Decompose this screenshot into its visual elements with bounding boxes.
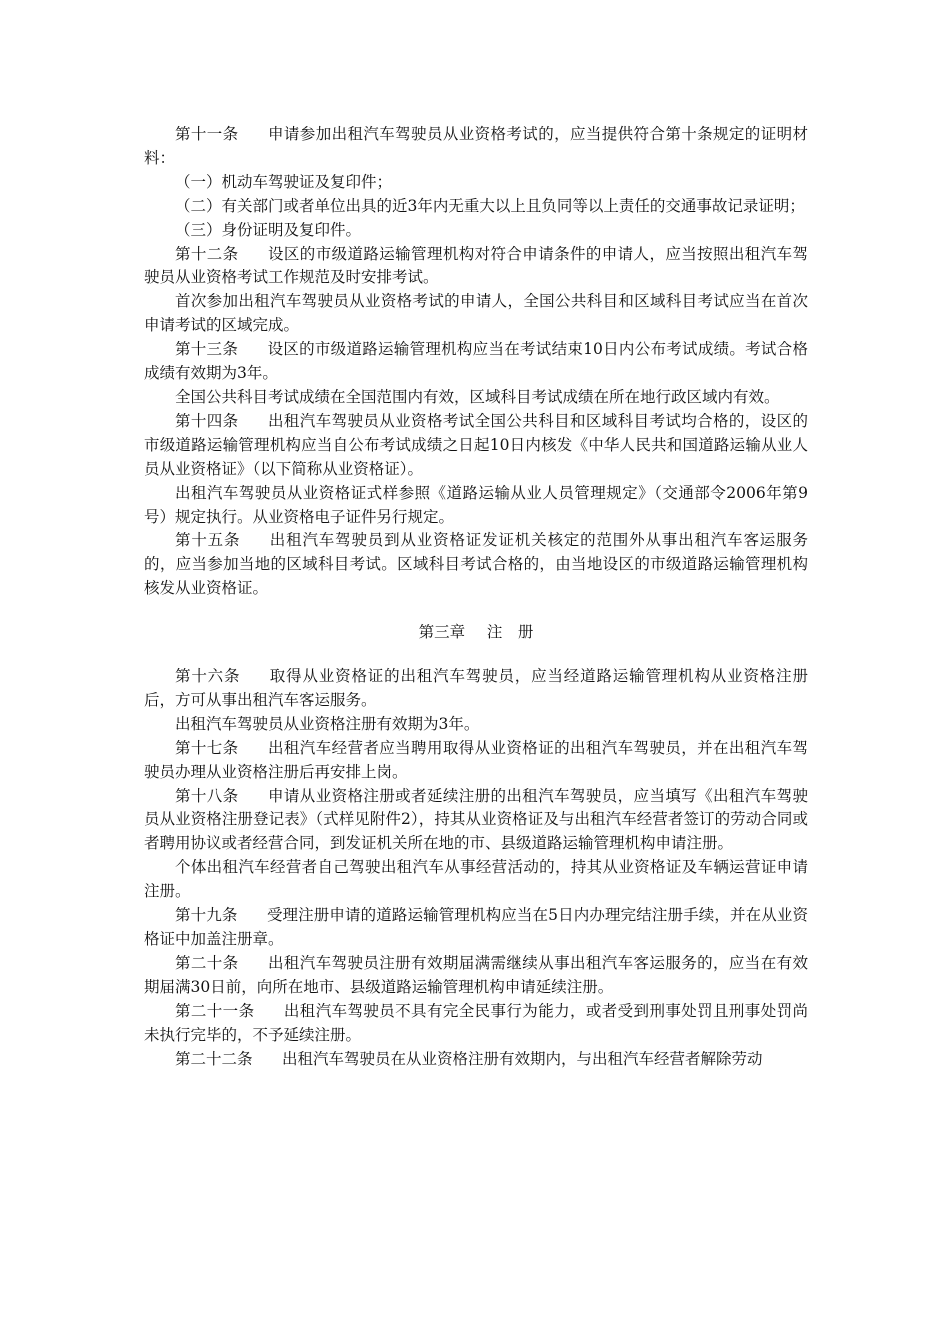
paragraph-text: 出租汽车驾驶员从业资格考试全国公共科目和区域科目考试均合格的，设区的市级道路运输管理机构应当自公布考试成绩之日起10日内核发《中华人民共和国道路运输从业人员从业资格证》（以下简称从业资格证）。 bbox=[144, 411, 808, 478]
paragraph-text: 设区的市级道路运输管理机构对符合申请条件的申请人，应当按照出租汽车驾驶员从业资格考试工作规范及时安排考试。 bbox=[144, 244, 808, 287]
list-item bbox=[144, 171, 808, 195]
article-number: 第二十条 bbox=[175, 953, 239, 972]
item-text: （三）身份证明及复印件。 bbox=[175, 220, 362, 239]
article-number: 第十一条 bbox=[175, 125, 239, 143]
paragraph-text: 申请从业资格注册或者延续注册的出租汽车驾驶员，应当填写《出租汽车驾驶员从业资格注册登记表》（式样见附件2），持其从业资格证及与出租汽车经营者签订的劳动合同或者聘用协议或者经营合同，到发证机关所在地的市、县级道路运输管理机构申请注册。 bbox=[144, 786, 808, 853]
paragraph bbox=[144, 856, 808, 904]
paragraph-text: 受理注册申请的道路运输管理机构应当在5日内办理完结注册手续，并在从业资格证中加盖注册章。 bbox=[144, 906, 808, 948]
article-number: 第十四条 bbox=[175, 411, 239, 430]
chapter-heading bbox=[144, 621, 808, 645]
paragraph-text: 申请参加出租汽车驾驶员从业资格考试的，应当提供符合第十条规定的证明材料： bbox=[144, 125, 808, 167]
section-chapter-3 bbox=[144, 665, 808, 1071]
article-paragraph bbox=[144, 665, 808, 713]
article-paragraph bbox=[144, 410, 808, 482]
article-number: 第十九条 bbox=[175, 906, 238, 925]
item-text: （一）机动车驾驶证及复印件； bbox=[175, 172, 393, 191]
paragraph bbox=[144, 290, 808, 338]
article-paragraph bbox=[144, 785, 808, 857]
item-text: （二）有关部门或者单位出具的近3年内无重大以上且负同等以上责任的交通事故记录证明； bbox=[175, 196, 805, 215]
article-number: 第十六条 bbox=[175, 667, 241, 686]
article-number: 第十五条 bbox=[175, 531, 241, 550]
article-paragraph bbox=[144, 243, 808, 291]
paragraph-text: 出租汽车驾驶员到从业资格证发证机关核定的范围外从事出租汽车客运服务的，应当参加当地的区域科目考试。区域科目考试合格的，由当地设区的市级道路运输管理机构核发从业资格证。 bbox=[144, 531, 808, 598]
article-paragraph bbox=[144, 1048, 808, 1072]
article-number: 第十八条 bbox=[175, 786, 239, 805]
list-item bbox=[144, 219, 808, 243]
paragraph-text: 出租汽车驾驶员从业资格证式样参照《道路运输从业人员管理规定》（交通部令2006年第9号）规定执行。从业资格电子证件另行规定。 bbox=[144, 483, 808, 526]
article-number: 第十七条 bbox=[175, 738, 239, 757]
article-paragraph bbox=[144, 1000, 808, 1048]
paragraph-text: 出租汽车驾驶员在从业资格注册有效期内，与出租汽车经营者解除劳动 bbox=[281, 1049, 763, 1068]
list-item bbox=[144, 195, 808, 219]
section-chapter-2-tail bbox=[144, 123, 808, 601]
paragraph-text: 个体出租汽车经营者自己驾驶出租汽车从事经营活动的，持其从业资格证及车辆运营证申请注册。 bbox=[144, 858, 808, 901]
article-paragraph bbox=[144, 123, 808, 171]
paragraph-text: 取得从业资格证的出租汽车驾驶员，应当经道路运输管理机构从业资格注册后，方可从事出租汽车客运服务。 bbox=[144, 667, 808, 709]
article-paragraph bbox=[144, 338, 808, 386]
article-paragraph bbox=[144, 904, 808, 952]
article-number: 第十二条 bbox=[175, 244, 239, 263]
paragraph-text: 出租汽车驾驶员注册有效期届满需继续从事出租汽车客运服务的，应当在有效期届满30日前，向所在地市、县级道路运输管理机构申请延续注册。 bbox=[144, 953, 808, 996]
article-number: 第二十一条 bbox=[175, 1001, 255, 1020]
article-number: 第二十二条 bbox=[175, 1049, 253, 1068]
paragraph-text: 全国公共科目考试成绩在全国范围内有效，区域科目考试成绩在所在地行政区域内有效。 bbox=[175, 387, 780, 406]
paragraph-text: 出租汽车经营者应当聘用取得从业资格证的出租汽车驾驶员，并在出租汽车驾驶员办理从业资格注册后再安排上岗。 bbox=[144, 738, 808, 781]
paragraph bbox=[144, 482, 808, 530]
article-paragraph bbox=[144, 737, 808, 785]
paragraph-text: 首次参加出租汽车驾驶员从业资格考试的申请人，全国公共科目和区域科目考试应当在首次申请考试的区域完成。 bbox=[144, 292, 808, 335]
article-paragraph bbox=[144, 952, 808, 1000]
article-paragraph bbox=[144, 529, 808, 601]
paragraph-text: 出租汽车驾驶员不具有完全民事行为能力，或者受到刑事处罚且刑事处罚尚未执行完毕的，不予延续注册。 bbox=[144, 1001, 808, 1044]
document-body bbox=[144, 123, 808, 1071]
article-number: 第十三条 bbox=[175, 340, 239, 359]
paragraph-text: 出租汽车驾驶员从业资格注册有效期为3年。 bbox=[175, 714, 480, 733]
paragraph-text: 设区的市级道路运输管理机构应当在考试结束10日内公布考试成绩。考试合格成绩有效期为3年。 bbox=[144, 340, 808, 383]
paragraph bbox=[144, 713, 808, 737]
paragraph bbox=[144, 386, 808, 410]
chapter-title: 注 册 bbox=[486, 623, 534, 642]
chapter-number: 第三章 bbox=[418, 623, 466, 642]
